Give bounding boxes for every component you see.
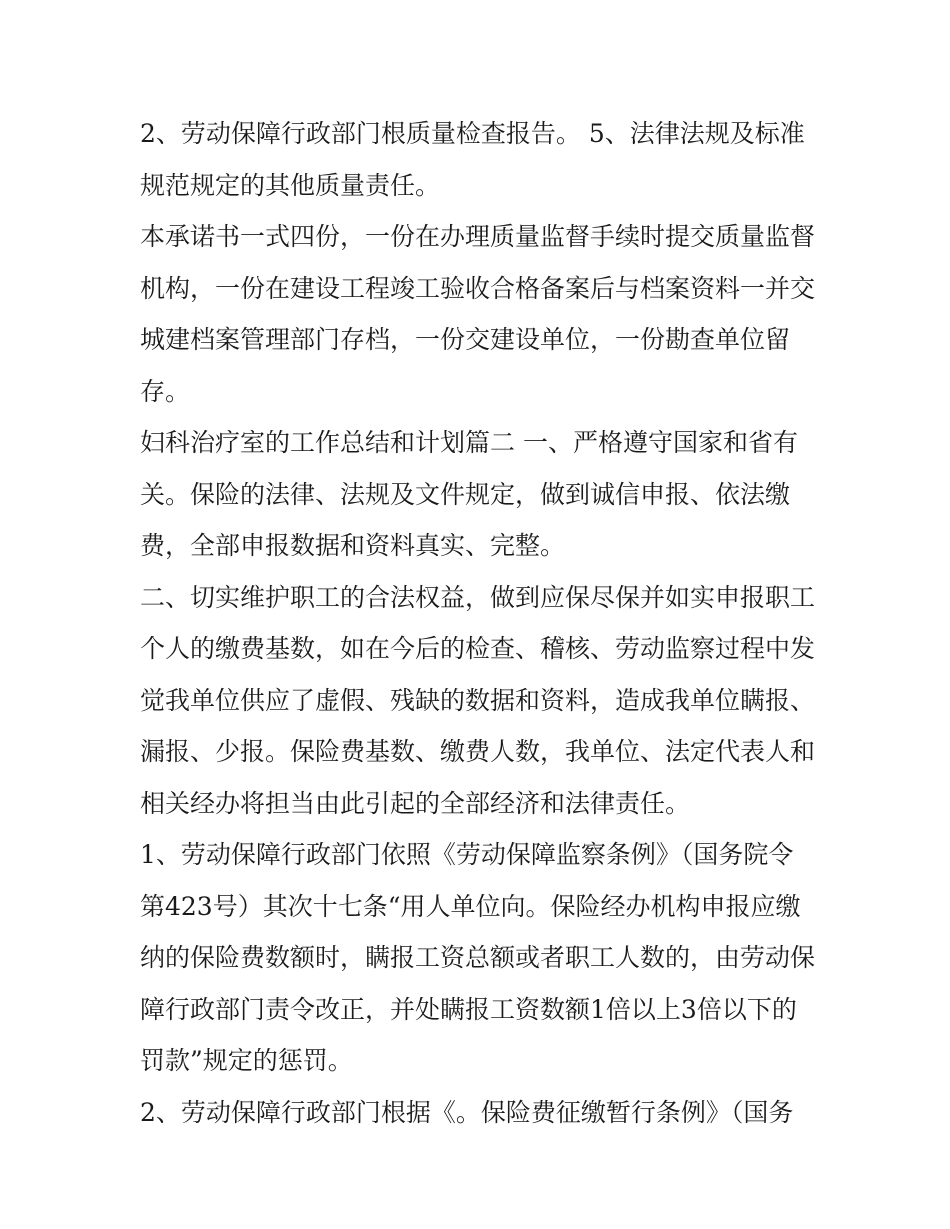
text-line: 妇科治疗室的工作总结和计划篇二 一、严格遵守国家和省有: [140, 428, 798, 457]
text-line: 漏报、少报。保险费基数、缴费人数，我单位、法定代表人和: [140, 737, 816, 766]
text-line: 存。: [140, 376, 191, 406]
text-line: 二、切实维护职工的合法权益，做到应保尽保并如实申报职工: [140, 582, 816, 612]
text-line: 相关经办将担当由此引起的全部经济和法律责任。: [140, 788, 691, 818]
text-line: 城建档案管理部门存档，一份交建设单位，一份勘查单位留: [140, 325, 791, 354]
document-body: [140, 108, 820, 1138]
text-line: 第423号）其次十七条“用人单位向。保险经办机构申报应缴: [140, 891, 801, 921]
text-line: 纳的保险费数额时，瞒报工资总额或者职工人数的，由劳动保: [140, 943, 816, 972]
text-line: 1、劳动保障行政部门依照《劳动保障监察条例》（国务院令: [140, 840, 794, 869]
text-line: 2、劳动保障行政部门根据《。保险费征缴暂行条例》（国务: [140, 1097, 794, 1127]
text-line: 机构，一份在建设工程竣工验收合格备案后与档案资料一并交: [140, 273, 816, 303]
text-line: 罚款”规定的惩罚。: [140, 1046, 353, 1075]
text-line: 2、劳动保障行政部门根质量检查报告。 5、法律法规及标准: [140, 119, 805, 148]
text-line: 障行政部门责令改正，并处瞒报工资数额1倍以上3倍以下的: [140, 994, 797, 1024]
text-line: 费，全部申报数据和资料真实、完整。: [140, 531, 566, 560]
text-line: 规范规定的其他质量责任。: [140, 170, 441, 200]
text-line: 本承诺书一式四份，一份在办理质量监督手续时提交质量监督: [140, 222, 816, 251]
text-line: 个人的缴费基数，如在今后的检查、稽核、劳动监察过程中发: [140, 634, 816, 663]
text-line: 觉我单位供应了虚假、残缺的数据和资料，造成我单位瞒报、: [140, 685, 816, 715]
text-line: 关。保险的法律、法规及文件规定，做到诚信申报、依法缴: [140, 479, 791, 509]
